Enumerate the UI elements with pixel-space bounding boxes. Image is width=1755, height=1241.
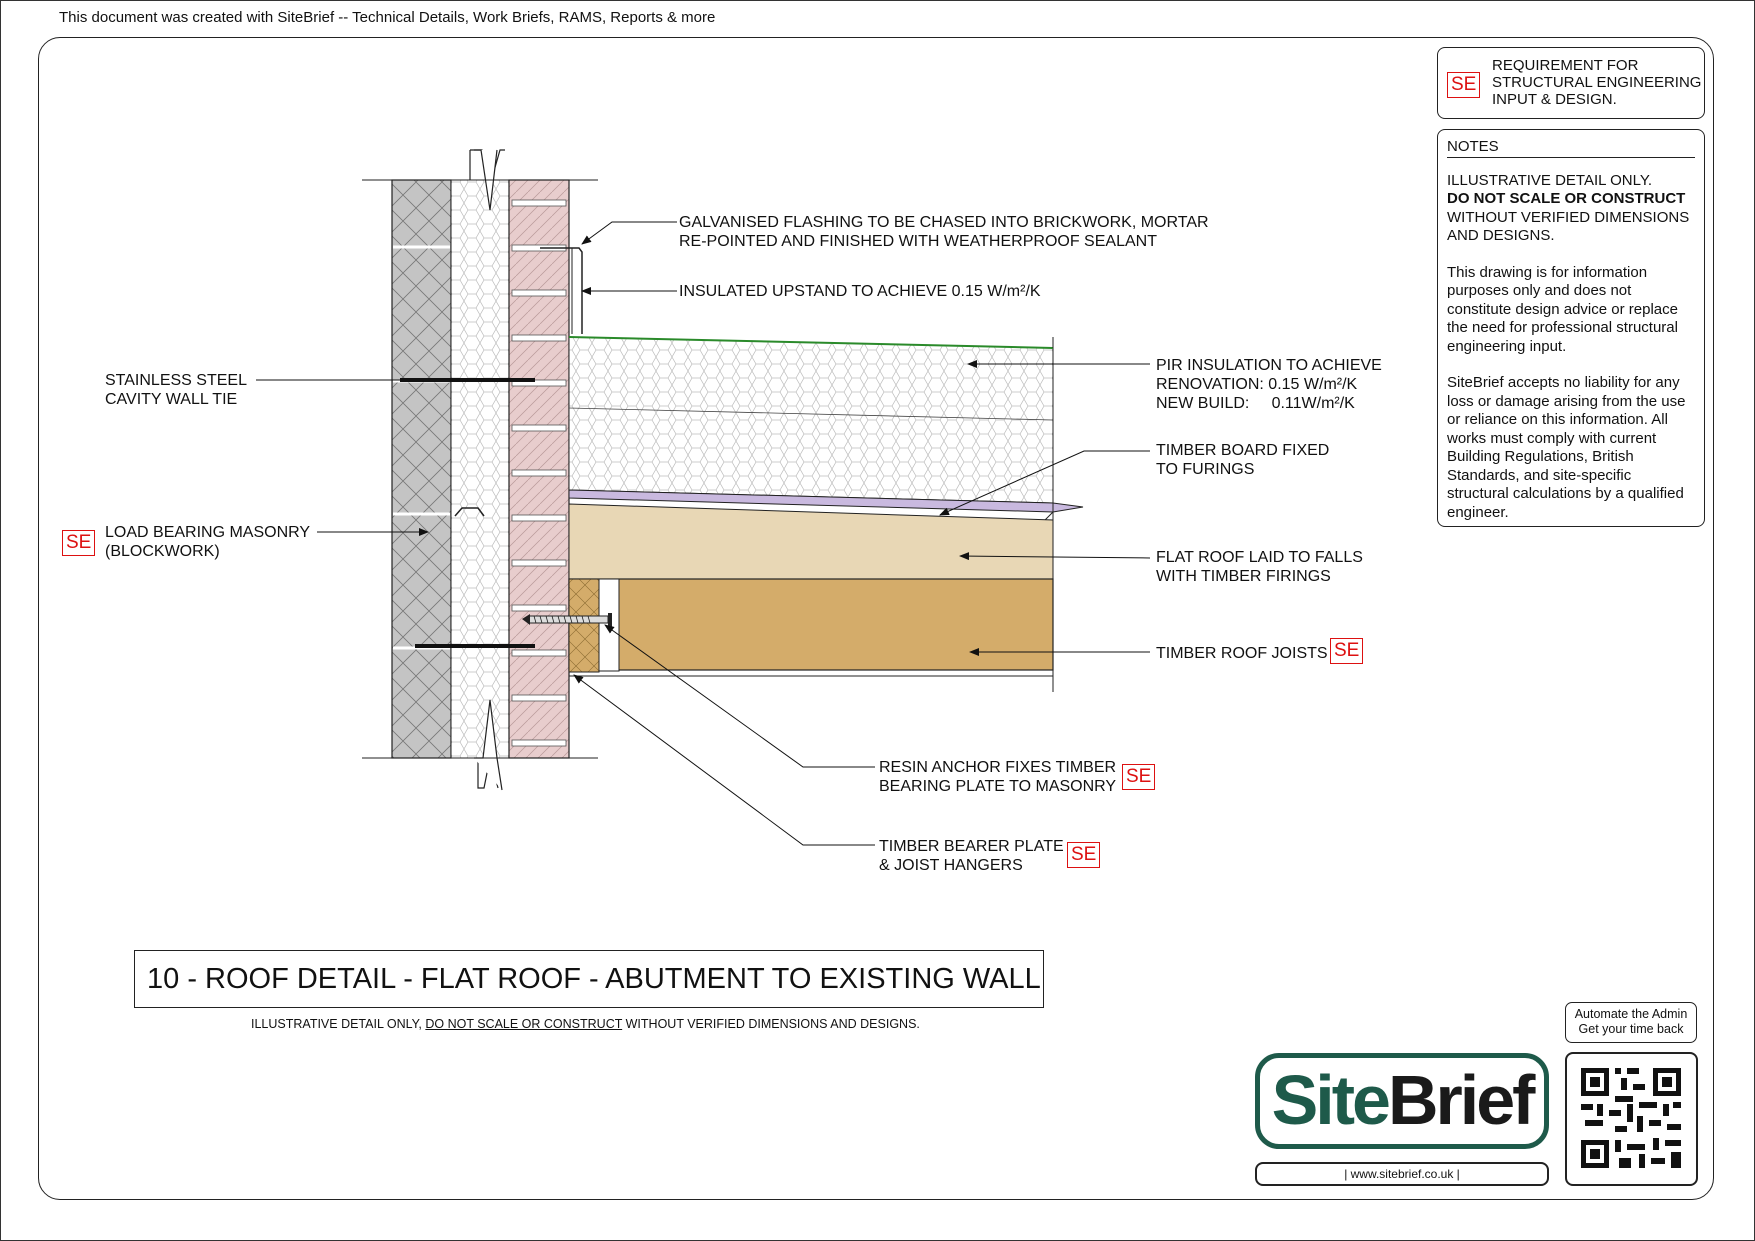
sub-note-pre: ILLUSTRATIVE DETAIL ONLY, [251, 1017, 426, 1031]
notes-para2: This drawing is for information purposes only and does not constitute design advice or replace the need for professional structural engineering input. [1447, 263, 1678, 355]
label-wall-tie: STAINLESS STEEL CAVITY WALL TIE [105, 372, 247, 408]
blockwork-leaf [392, 180, 451, 758]
bearer-plate [569, 579, 599, 672]
sitebrief-logo[interactable] [1255, 1053, 1549, 1149]
label-flashing: GALVANISED FLASHING TO BE CHASED INTO BRICKWORK, MORTAR RE-POINTED AND FINISHED WITH WEATHERPROOF SEALANT [679, 214, 1209, 250]
notes-line1: ILLUSTRATIVE DETAIL ONLY. [1447, 171, 1653, 189]
pir-insulation [569, 337, 1053, 503]
automate-tagline: Automate the Admin Get your time back [1565, 1002, 1697, 1043]
header-note: This document was created with SiteBrief -- Technical Details, Work Briefs, RAMS, Reports & more [59, 9, 716, 26]
website-link[interactable]: | www.sitebrief.co.uk | [1255, 1162, 1549, 1186]
label-resin-anchor: RESIN ANCHOR FIXES TIMBER BEARING PLATE TO MASONRY [879, 759, 1117, 795]
notes-line3: WITHOUT VERIFIED DIMENSIONS AND DESIGNS. [1447, 208, 1690, 244]
se-tag-joists: SE [1330, 638, 1363, 664]
se-tag-resin: SE [1122, 764, 1155, 790]
logo-site: Site [1271, 1061, 1388, 1139]
sub-note [251, 1017, 920, 1031]
se-tag-bearer: SE [1067, 842, 1100, 868]
se-legend [1437, 47, 1705, 119]
timber-firrings [569, 504, 1053, 579]
label-masonry: LOAD BEARING MASONRY (BLOCKWORK) [105, 524, 311, 560]
label-joists: TIMBER ROOF JOISTS [1156, 645, 1328, 662]
timber-joist [569, 579, 1053, 670]
label-timber-board: TIMBER BOARD FIXED TO FURINGS [1156, 442, 1330, 478]
se-legend-text: REQUIREMENT FOR STRUCTURAL ENGINEERING INPUT & DESIGN. [1492, 57, 1702, 108]
se-tag-legend: SE [1447, 72, 1480, 98]
drawing-title: 10 - ROOF DETAIL - FLAT ROOF - ABUTMENT TO EXISTING WALL [134, 950, 1044, 1008]
notes-panel [1437, 129, 1705, 527]
label-upstand: INSULATED UPSTAND TO ACHIEVE 0.15 W/m²/K [679, 283, 1041, 300]
sub-note-underlined: DO NOT SCALE OR CONSTRUCT [425, 1017, 623, 1031]
label-pir: PIR INSULATION TO ACHIEVE RENOVATION: 0.15 W/m²/K NEW BUILD: 0.11W/m²/K [1156, 357, 1382, 412]
brick-leaf [509, 180, 569, 758]
se-tag-masonry: SE [62, 530, 95, 556]
notes-heading: NOTES [1447, 138, 1695, 158]
cavity-insulation [451, 180, 509, 758]
notes-para3: SiteBrief accepts no liability for any loss or damage arising from the use or reliance on this information. All works must comply with current Building Regulations, British Standards, and site-specific structural calculations by a qualified engineer. [1447, 374, 1686, 521]
sub-note-post: WITHOUT VERIFIED DIMENSIONS AND DESIGNS. [622, 1017, 920, 1031]
logo-brief: Brief [1387, 1061, 1533, 1139]
notes-line2: DO NOT SCALE OR CONSTRUCT [1447, 190, 1686, 207]
qr-code-graphic [1567, 1054, 1695, 1183]
label-bearer: TIMBER BEARER PLATE & JOIST HANGERS [879, 838, 1064, 874]
qr-code-icon[interactable] [1565, 1052, 1698, 1186]
label-flat-roof: FLAT ROOF LAID TO FALLS WITH TIMBER FIRINGS [1156, 549, 1363, 585]
